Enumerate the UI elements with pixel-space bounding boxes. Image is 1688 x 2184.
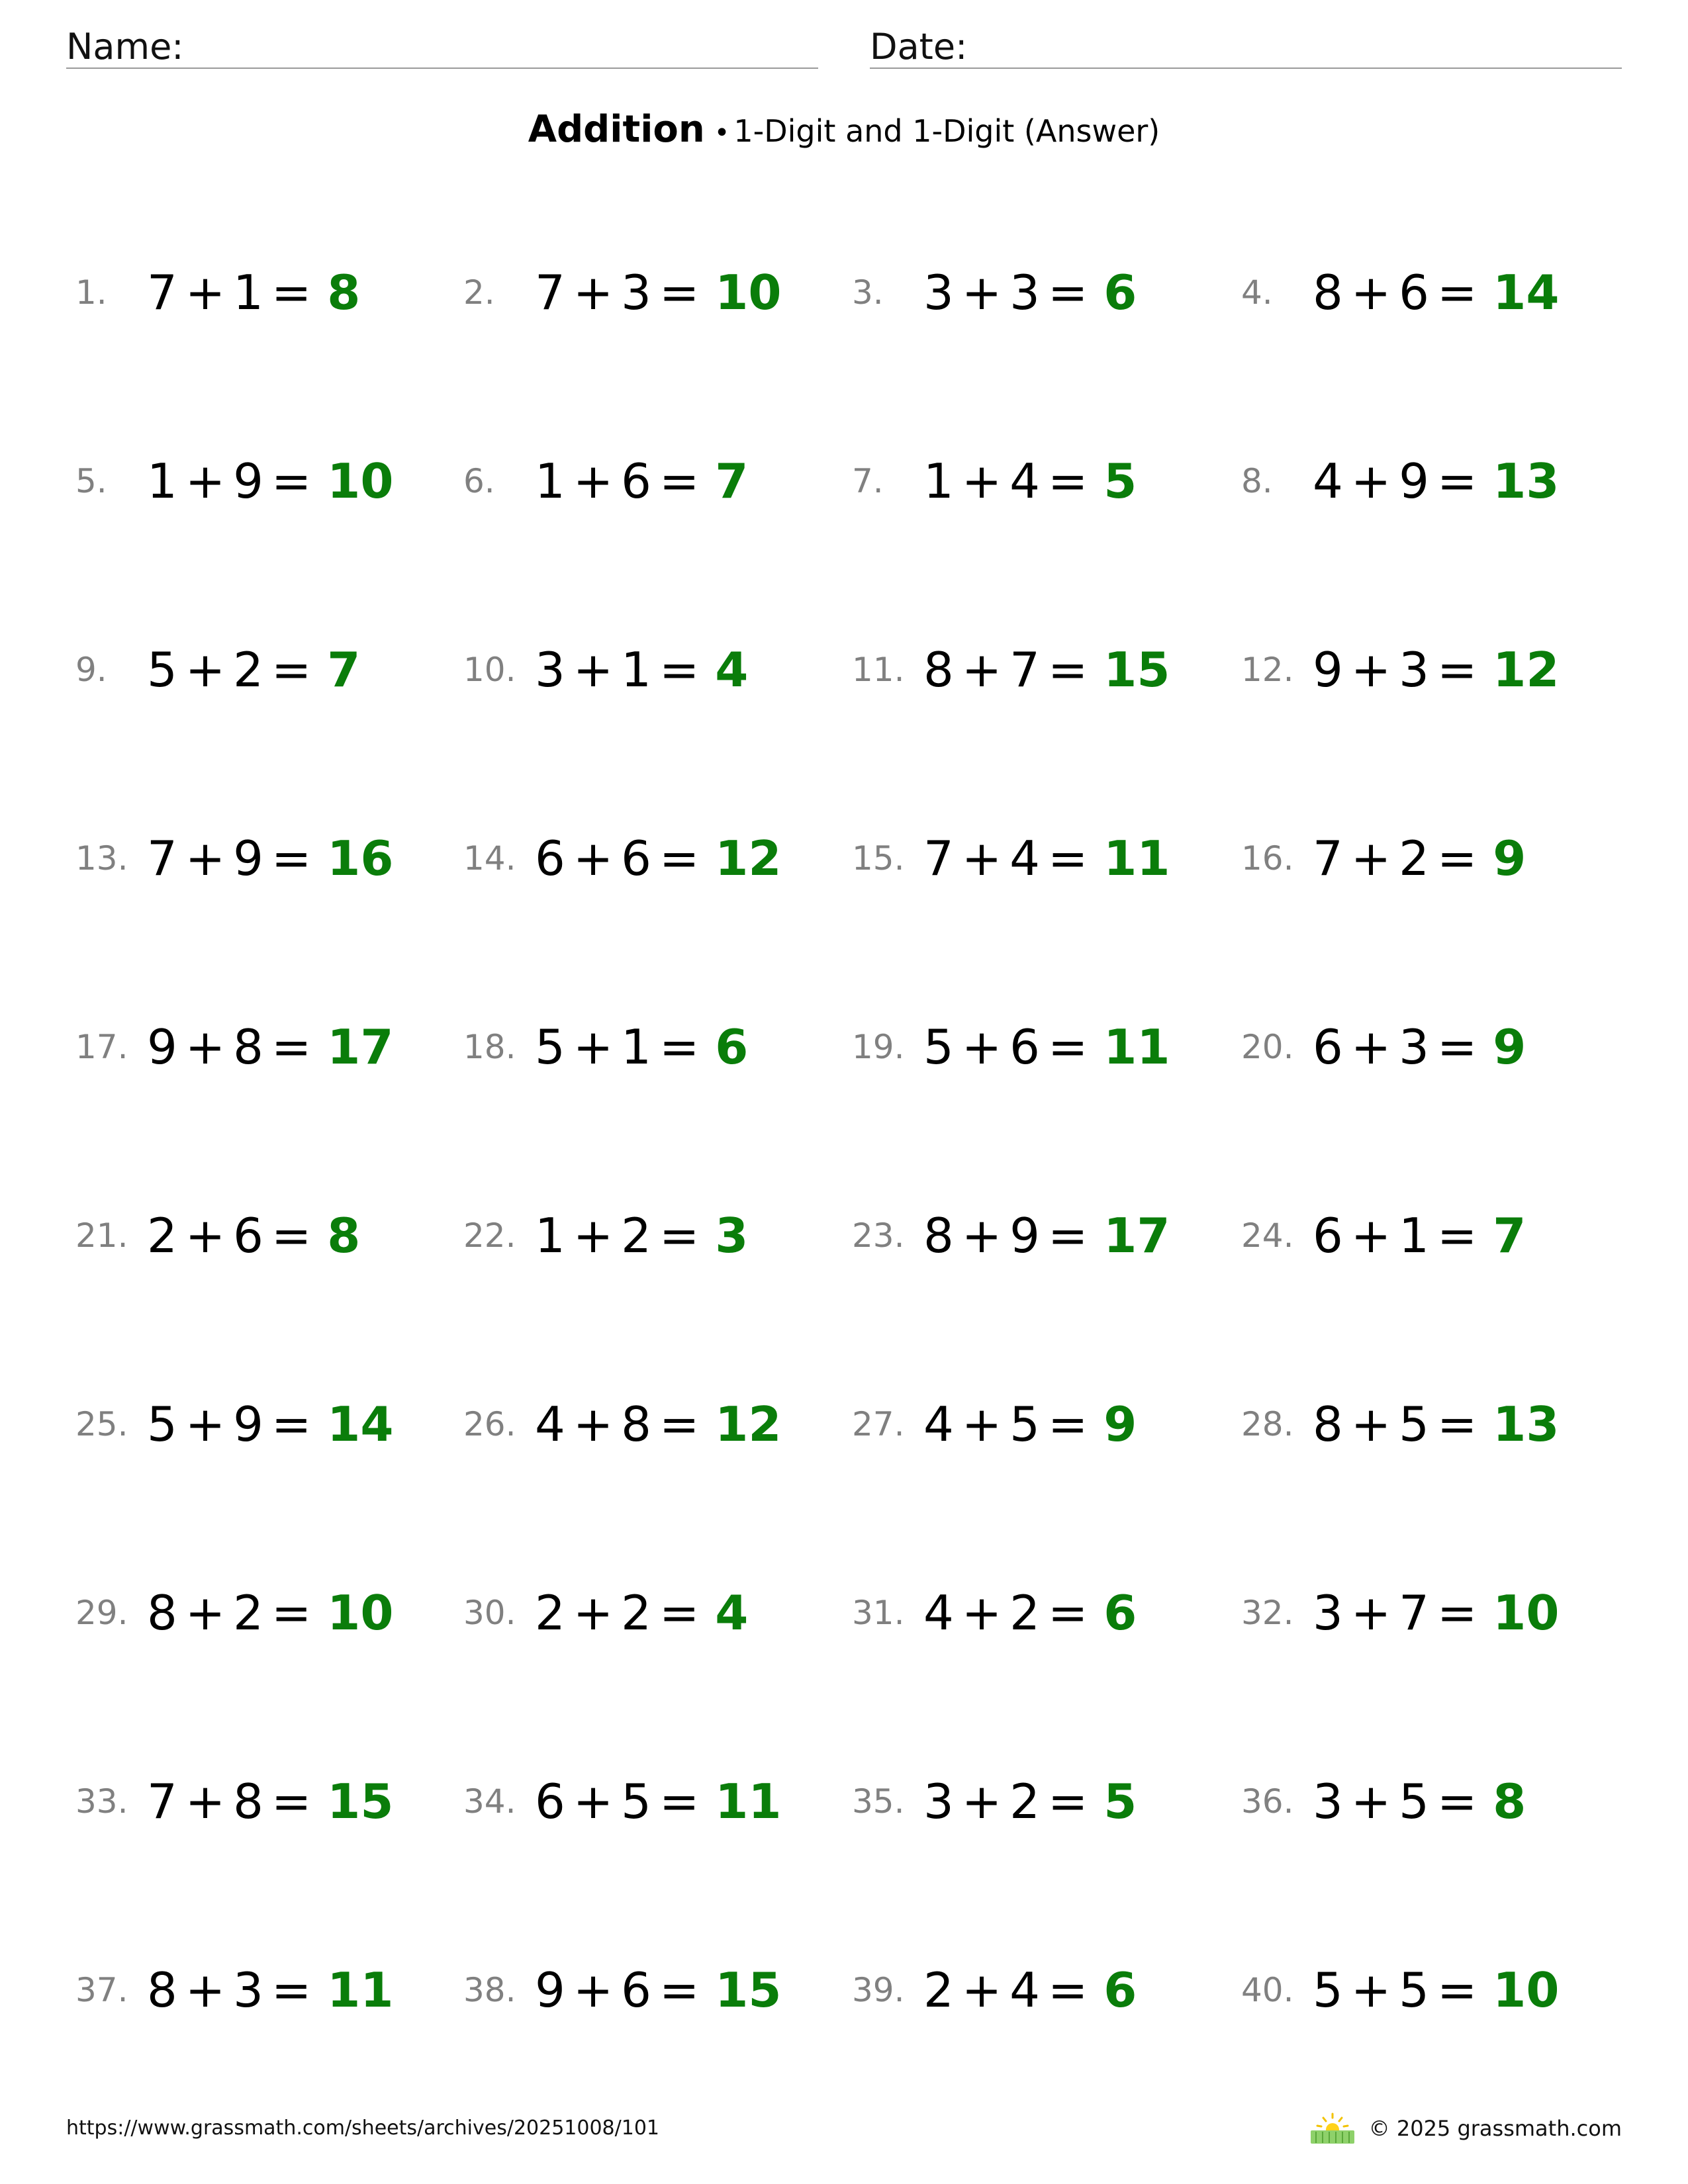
problem-equation — [1313, 637, 1559, 703]
operand-a: 7 — [147, 1774, 177, 1829]
problem-equation — [1313, 825, 1526, 891]
operand-a: 3 — [923, 1774, 954, 1829]
problem-number: 29. — [75, 1594, 128, 1632]
operand-a: 6 — [1313, 1208, 1343, 1263]
answer: 12 — [1493, 642, 1560, 698]
operand-a: 2 — [535, 1585, 565, 1641]
operand-b: 6 — [1009, 1019, 1040, 1075]
problem-equation — [535, 1014, 748, 1080]
problem-equation — [535, 1391, 781, 1457]
problem-number: 12. — [1241, 651, 1294, 689]
title-main: Addition — [528, 108, 705, 151]
answer: 7 — [327, 642, 361, 698]
operand-a: 8 — [923, 642, 954, 698]
problem-number: 15. — [852, 839, 905, 878]
operand-a: 4 — [1313, 453, 1343, 509]
problem-equation — [535, 1580, 748, 1646]
answer: 17 — [327, 1019, 394, 1075]
operand-a: 4 — [923, 1585, 954, 1641]
title-subtitle: 1-Digit and 1-Digit (Answer) — [733, 113, 1160, 149]
problem-equation — [1313, 1203, 1526, 1269]
problem-number: 39. — [852, 1971, 905, 2009]
grass-sun-logo-icon — [1309, 2112, 1356, 2145]
plus-sign: + — [573, 1208, 614, 1263]
answer: 6 — [715, 1019, 749, 1075]
plus-sign: + — [1350, 1774, 1391, 1829]
plus-sign: + — [1350, 642, 1391, 698]
operand-a: 9 — [535, 1962, 565, 2018]
answer: 8 — [327, 1208, 361, 1263]
operand-b: 2 — [1009, 1774, 1040, 1829]
equals-sign: = — [271, 1774, 312, 1829]
operand-a: 3 — [923, 265, 954, 320]
answer: 15 — [715, 1962, 782, 2018]
answer: 12 — [715, 1396, 782, 1452]
plus-sign: + — [1350, 265, 1391, 320]
plus-sign: + — [1350, 1396, 1391, 1452]
equals-sign: = — [1047, 453, 1088, 509]
equals-sign: = — [1047, 1585, 1088, 1641]
equals-sign: = — [1047, 1962, 1088, 2018]
problem-number: 33. — [75, 1782, 128, 1821]
operand-b: 5 — [1009, 1396, 1040, 1452]
answer: 11 — [715, 1774, 782, 1829]
problem-number: 18. — [463, 1028, 516, 1066]
answer: 7 — [1493, 1208, 1526, 1263]
answer: 14 — [327, 1396, 394, 1452]
operand-b: 6 — [1399, 265, 1429, 320]
operand-b: 6 — [621, 453, 651, 509]
operand-b: 6 — [621, 1962, 651, 2018]
answer: 7 — [715, 453, 749, 509]
plus-sign: + — [1350, 1019, 1391, 1075]
equals-sign: = — [659, 1019, 700, 1075]
problem-number: 24. — [1241, 1216, 1294, 1255]
equals-sign: = — [1047, 1396, 1088, 1452]
problem-equation — [923, 1768, 1137, 1835]
answer: 5 — [1103, 453, 1137, 509]
problem-equation — [535, 1203, 748, 1269]
answer: 10 — [1493, 1962, 1560, 2018]
problem-number: 4. — [1241, 273, 1273, 312]
problem-number: 1. — [75, 273, 107, 312]
operand-a: 1 — [923, 453, 954, 509]
operand-a: 7 — [1313, 831, 1343, 886]
problem-equation — [923, 1391, 1137, 1457]
equals-sign: = — [659, 642, 700, 698]
answer: 11 — [327, 1962, 394, 2018]
problem-number: 16. — [1241, 839, 1294, 878]
problem-number: 14. — [463, 839, 516, 878]
problem-equation — [147, 1580, 393, 1646]
operand-b: 1 — [621, 1019, 651, 1075]
problem-equation — [147, 259, 360, 326]
problem-equation — [923, 825, 1170, 891]
operand-b: 6 — [621, 831, 651, 886]
problem-equation — [147, 1014, 393, 1080]
plus-sign: + — [573, 1019, 614, 1075]
operand-b: 3 — [233, 1962, 263, 2018]
operand-a: 5 — [923, 1019, 954, 1075]
equals-sign: = — [659, 1774, 700, 1829]
problem-number: 28. — [1241, 1405, 1294, 1443]
answer: 8 — [1493, 1774, 1526, 1829]
problem-number: 9. — [75, 651, 107, 689]
plus-sign: + — [961, 1585, 1002, 1641]
operand-a: 7 — [923, 831, 954, 886]
plus-sign: + — [961, 1019, 1002, 1075]
footer-url[interactable]: https://www.grassmath.com/sheets/archives/20251008/101 — [66, 2116, 660, 2140]
plus-sign: + — [573, 1585, 614, 1641]
plus-sign: + — [961, 1962, 1002, 2018]
answer: 14 — [1493, 265, 1560, 320]
answer: 11 — [1103, 1019, 1170, 1075]
problem-number: 19. — [852, 1028, 905, 1066]
problem-number: 3. — [852, 273, 884, 312]
operand-a: 2 — [923, 1962, 954, 2018]
operand-b: 7 — [1009, 642, 1040, 698]
plus-sign: + — [185, 1396, 226, 1452]
problem-equation — [147, 1957, 393, 2023]
answer: 17 — [1103, 1208, 1170, 1263]
plus-sign: + — [573, 1396, 614, 1452]
operand-b: 1 — [621, 642, 651, 698]
equals-sign: = — [1047, 265, 1088, 320]
problem-equation — [147, 1391, 393, 1457]
equals-sign: = — [1436, 1396, 1477, 1452]
title-bullet: • — [714, 118, 730, 148]
plus-sign: + — [185, 1774, 226, 1829]
operand-b: 7 — [1399, 1585, 1429, 1641]
plus-sign: + — [1350, 831, 1391, 886]
equals-sign: = — [659, 265, 700, 320]
answer: 4 — [715, 1585, 749, 1641]
operand-a: 5 — [147, 642, 177, 698]
answer: 6 — [1103, 1962, 1137, 2018]
problem-number: 10. — [463, 651, 516, 689]
operand-b: 3 — [1399, 1019, 1429, 1075]
answer: 15 — [1103, 642, 1170, 698]
problem-equation — [147, 448, 393, 514]
operand-a: 8 — [923, 1208, 954, 1263]
operand-a: 8 — [1313, 265, 1343, 320]
problem-equation — [1313, 1957, 1559, 2023]
equals-sign: = — [659, 1396, 700, 1452]
name-label: Name: — [66, 26, 184, 68]
problem-number: 20. — [1241, 1028, 1294, 1066]
problem-equation — [1313, 1580, 1559, 1646]
problem-number: 17. — [75, 1028, 128, 1066]
footer-brand — [1309, 2110, 1622, 2147]
plus-sign: + — [185, 265, 226, 320]
answer: 10 — [327, 453, 394, 509]
answer: 10 — [715, 265, 782, 320]
operand-b: 9 — [1399, 453, 1429, 509]
problem-equation — [147, 1203, 360, 1269]
operand-a: 2 — [147, 1208, 177, 1263]
plus-sign: + — [961, 831, 1002, 886]
problem-number: 37. — [75, 1971, 128, 2009]
equals-sign: = — [1436, 1774, 1477, 1829]
problem-equation — [923, 1580, 1137, 1646]
operand-a: 1 — [147, 453, 177, 509]
operand-a: 8 — [1313, 1396, 1343, 1452]
problem-number: 6. — [463, 462, 495, 500]
problem-number: 34. — [463, 1782, 516, 1821]
operand-a: 1 — [535, 453, 565, 509]
problem-equation — [923, 1014, 1170, 1080]
operand-a: 6 — [1313, 1019, 1343, 1075]
plus-sign: + — [1350, 453, 1391, 509]
equals-sign: = — [1047, 1019, 1088, 1075]
plus-sign: + — [185, 1208, 226, 1263]
operand-a: 6 — [535, 831, 565, 886]
answer: 9 — [1493, 1019, 1526, 1075]
operand-a: 5 — [535, 1019, 565, 1075]
plus-sign: + — [185, 831, 226, 886]
operand-b: 5 — [1399, 1774, 1429, 1829]
plus-sign: + — [573, 1774, 614, 1829]
operand-a: 5 — [1313, 1962, 1343, 2018]
answer: 6 — [1103, 265, 1137, 320]
answer: 12 — [715, 831, 782, 886]
equals-sign: = — [271, 1208, 312, 1263]
problem-equation — [147, 637, 360, 703]
problem-equation — [1313, 1391, 1559, 1457]
problem-number: 27. — [852, 1405, 905, 1443]
problem-number: 38. — [463, 1971, 516, 2009]
equals-sign: = — [1436, 1585, 1477, 1641]
answer: 13 — [1493, 1396, 1560, 1452]
problem-equation — [1313, 448, 1559, 514]
problem-number: 8. — [1241, 462, 1273, 500]
plus-sign: + — [573, 831, 614, 886]
operand-b: 6 — [233, 1208, 263, 1263]
problem-number: 31. — [852, 1594, 905, 1632]
footer-copyright: © 2025 grassmath.com — [1368, 2116, 1622, 2141]
operand-b: 3 — [1009, 265, 1040, 320]
equals-sign: = — [659, 1585, 700, 1641]
equals-sign: = — [271, 1019, 312, 1075]
problem-equation — [535, 448, 748, 514]
equals-sign: = — [1047, 1208, 1088, 1263]
problem-number: 35. — [852, 1782, 905, 1821]
operand-b: 1 — [1399, 1208, 1429, 1263]
problem-equation — [923, 448, 1137, 514]
operand-b: 8 — [621, 1396, 651, 1452]
equals-sign: = — [271, 1396, 312, 1452]
operand-b: 2 — [1399, 831, 1429, 886]
answer: 10 — [1493, 1585, 1560, 1641]
operand-b: 8 — [233, 1019, 263, 1075]
problem-number: 25. — [75, 1405, 128, 1443]
plus-sign: + — [185, 1585, 226, 1641]
answer: 3 — [715, 1208, 749, 1263]
problem-equation — [1313, 1768, 1526, 1835]
answer: 8 — [327, 265, 361, 320]
problem-equation — [535, 259, 781, 326]
plus-sign: + — [573, 453, 614, 509]
equals-sign: = — [271, 1962, 312, 2018]
operand-b: 9 — [233, 453, 263, 509]
plus-sign: + — [1350, 1962, 1391, 2018]
operand-a: 3 — [535, 642, 565, 698]
equals-sign: = — [1436, 1962, 1477, 2018]
operand-a: 3 — [1313, 1585, 1343, 1641]
plus-sign: + — [573, 642, 614, 698]
operand-b: 2 — [621, 1208, 651, 1263]
problem-equation — [923, 637, 1170, 703]
operand-b: 3 — [621, 265, 651, 320]
problem-equation — [923, 1957, 1137, 2023]
plus-sign: + — [961, 1208, 1002, 1263]
problem-equation — [535, 1768, 781, 1835]
problem-number: 30. — [463, 1594, 516, 1632]
answer: 11 — [1103, 831, 1170, 886]
operand-b: 5 — [1399, 1962, 1429, 2018]
equals-sign: = — [1047, 642, 1088, 698]
operand-a: 7 — [535, 265, 565, 320]
equals-sign: = — [1436, 642, 1477, 698]
plus-sign: + — [1350, 1585, 1391, 1641]
answer: 6 — [1103, 1585, 1137, 1641]
problem-number: 5. — [75, 462, 107, 500]
plus-sign: + — [573, 265, 614, 320]
problem-number: 23. — [852, 1216, 905, 1255]
operand-b: 9 — [233, 1396, 263, 1452]
answer: 13 — [1493, 453, 1560, 509]
operand-b: 4 — [1009, 1962, 1040, 2018]
equals-sign: = — [1047, 1774, 1088, 1829]
operand-b: 4 — [1009, 453, 1040, 509]
answer: 5 — [1103, 1774, 1137, 1829]
plus-sign: + — [573, 1962, 614, 2018]
operand-b: 5 — [621, 1774, 651, 1829]
equals-sign: = — [1436, 453, 1477, 509]
equals-sign: = — [1436, 1019, 1477, 1075]
date-label: Date: — [870, 26, 968, 68]
equals-sign: = — [659, 1962, 700, 2018]
problem-number: 22. — [463, 1216, 516, 1255]
operand-b: 9 — [1009, 1208, 1040, 1263]
operand-b: 8 — [233, 1774, 263, 1829]
operand-b: 3 — [1399, 642, 1429, 698]
operand-a: 4 — [923, 1396, 954, 1452]
problem-equation — [147, 1768, 393, 1835]
plus-sign: + — [961, 1396, 1002, 1452]
problem-number: 2. — [463, 273, 495, 312]
operand-b: 1 — [233, 265, 263, 320]
operand-b: 2 — [233, 642, 263, 698]
problem-equation — [535, 1957, 781, 2023]
equals-sign: = — [659, 1208, 700, 1263]
equals-sign: = — [271, 831, 312, 886]
operand-a: 9 — [1313, 642, 1343, 698]
problem-number: 11. — [852, 651, 905, 689]
equals-sign: = — [271, 642, 312, 698]
plus-sign: + — [961, 265, 1002, 320]
plus-sign: + — [1350, 1208, 1391, 1263]
operand-a: 4 — [535, 1396, 565, 1452]
problem-number: 26. — [463, 1405, 516, 1443]
problem-equation — [147, 825, 393, 891]
operand-a: 8 — [147, 1962, 177, 2018]
problem-number: 32. — [1241, 1594, 1294, 1632]
operand-b: 2 — [621, 1585, 651, 1641]
equals-sign: = — [1436, 1208, 1477, 1263]
equals-sign: = — [1436, 265, 1477, 320]
operand-b: 5 — [1399, 1396, 1429, 1452]
operand-b: 2 — [1009, 1585, 1040, 1641]
problem-number: 21. — [75, 1216, 128, 1255]
problem-equation — [1313, 259, 1559, 326]
answer: 9 — [1103, 1396, 1137, 1452]
answer: 9 — [1493, 831, 1526, 886]
operand-a: 7 — [147, 831, 177, 886]
operand-a: 6 — [535, 1774, 565, 1829]
problem-number: 13. — [75, 839, 128, 878]
operand-b: 2 — [233, 1585, 263, 1641]
equals-sign: = — [1047, 831, 1088, 886]
plus-sign: + — [185, 642, 226, 698]
plus-sign: + — [961, 1774, 1002, 1829]
answer: 10 — [327, 1585, 394, 1641]
problem-number: 7. — [852, 462, 884, 500]
operand-a: 8 — [147, 1585, 177, 1641]
answer: 4 — [715, 642, 749, 698]
problem-equation — [923, 1203, 1170, 1269]
operand-a: 3 — [1313, 1774, 1343, 1829]
equals-sign: = — [271, 1585, 312, 1641]
problem-equation — [1313, 1014, 1526, 1080]
problem-number: 40. — [1241, 1971, 1294, 2009]
equals-sign: = — [271, 265, 312, 320]
equals-sign: = — [1436, 831, 1477, 886]
equals-sign: = — [659, 831, 700, 886]
equals-sign: = — [271, 453, 312, 509]
answer: 15 — [327, 1774, 394, 1829]
plus-sign: + — [961, 642, 1002, 698]
problem-equation — [923, 259, 1137, 326]
answer: 16 — [327, 831, 394, 886]
operand-a: 9 — [147, 1019, 177, 1075]
equals-sign: = — [659, 453, 700, 509]
operand-a: 5 — [147, 1396, 177, 1452]
problem-equation — [535, 825, 781, 891]
plus-sign: + — [185, 1019, 226, 1075]
problem-equation — [535, 637, 748, 703]
operand-a: 7 — [147, 265, 177, 320]
operand-b: 4 — [1009, 831, 1040, 886]
operand-a: 1 — [535, 1208, 565, 1263]
plus-sign: + — [961, 453, 1002, 509]
plus-sign: + — [185, 453, 226, 509]
operand-b: 9 — [233, 831, 263, 886]
problem-number: 36. — [1241, 1782, 1294, 1821]
plus-sign: + — [185, 1962, 226, 2018]
